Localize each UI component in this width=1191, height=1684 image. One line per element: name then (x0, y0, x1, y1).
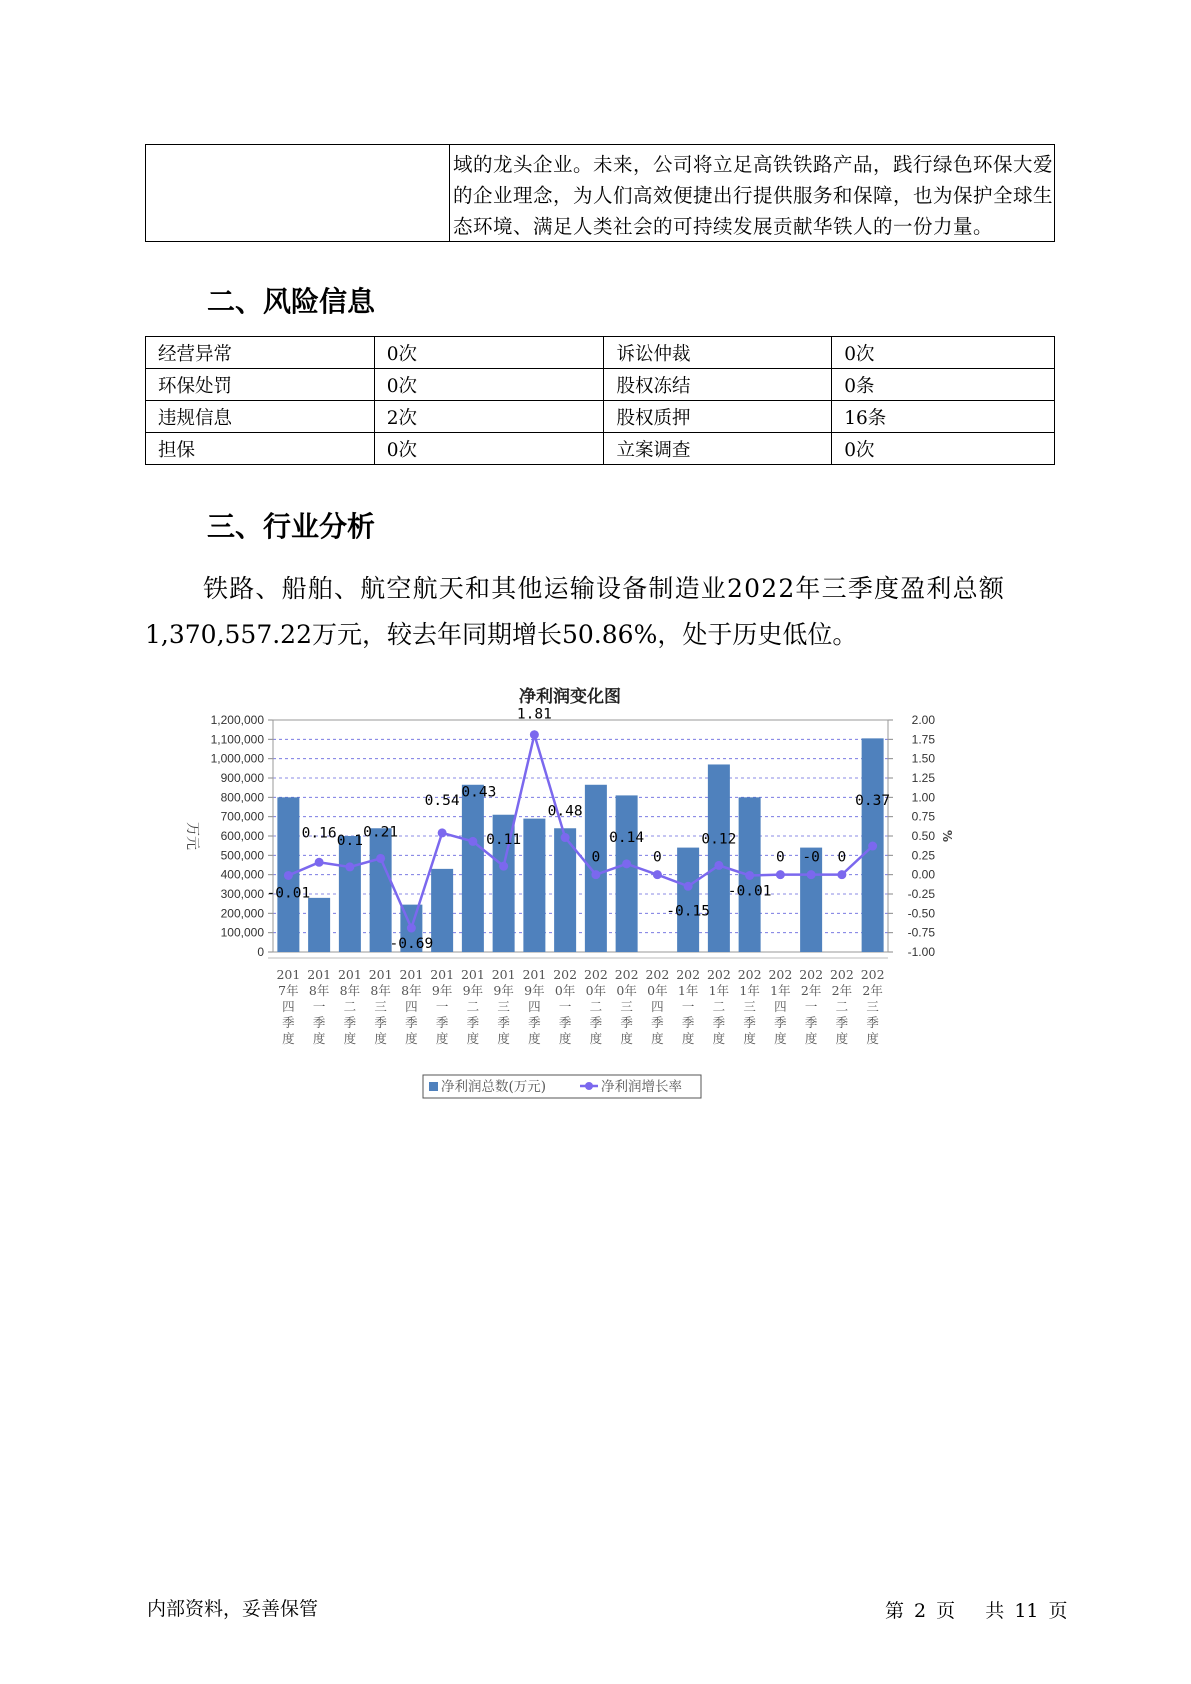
x-category-label: 季 (589, 1015, 603, 1030)
x-category-label: 度 (681, 1031, 695, 1046)
growth-point (438, 828, 447, 837)
industry-paragraph (145, 566, 1057, 658)
growth-data-label: 0.12 (701, 831, 737, 848)
y-axis-tick-label: 600,000 (220, 829, 264, 843)
chart-title: 净利润变化图 (519, 687, 621, 707)
risk-label: 经营异常 (146, 337, 375, 369)
growth-point (684, 882, 693, 891)
y2-axis-tick-label: 0.50 (911, 829, 935, 843)
growth-point (807, 870, 816, 879)
bar (431, 869, 453, 952)
intro-line: 的企业理念，为人们高效便捷出行提供服务和保障，也为保护全球生 (453, 184, 1054, 207)
growth-data-label: 0.54 (424, 792, 460, 809)
growth-point (714, 861, 723, 870)
growth-point (376, 854, 385, 863)
x-category-label: 二 (712, 999, 726, 1014)
growth-point (468, 837, 477, 846)
legend-line-marker (585, 1082, 593, 1090)
y2-axis-tick-label: 0.75 (911, 809, 935, 824)
x-category-label: 二 (589, 999, 603, 1014)
bar (339, 836, 361, 952)
x-category-label: 季 (528, 1015, 541, 1030)
x-category-label: 三 (743, 999, 756, 1014)
x-category-label: 度 (835, 1031, 849, 1046)
x-category-label: 三 (620, 999, 633, 1014)
risk-value: 0次 (374, 337, 604, 369)
x-category-label: 度 (528, 1031, 541, 1046)
x-category-label: 季 (558, 1015, 572, 1030)
x-category-label: 8年 (370, 983, 391, 998)
x-category-label: 四 (282, 999, 295, 1014)
x-category-label: 季 (374, 1015, 387, 1030)
risk-value: 0次 (832, 433, 1055, 465)
y-axis-tick-label: 0 (257, 945, 264, 959)
growth-point (284, 871, 293, 880)
x-category-label: 8年 (339, 983, 361, 998)
x-category-label: 季 (804, 1015, 818, 1030)
y2-axis-tick-label: -0.25 (907, 887, 935, 901)
x-category-label: 201 (307, 967, 332, 982)
growth-point (837, 870, 846, 879)
growth-data-label: 0.14 (609, 829, 645, 846)
x-category-label: 202 (799, 967, 824, 982)
x-category-label: 二 (835, 999, 849, 1014)
y2-axis-tick-label: 0.25 (911, 848, 935, 863)
x-category-label: 季 (774, 1015, 787, 1030)
x-category-label: 度 (651, 1031, 664, 1046)
x-category-label: 二 (343, 999, 357, 1014)
x-category-label: 一 (312, 999, 326, 1014)
industry-paragraph-line: 铁路、船舶、航空航天和其他运输设备制造业2022年三季度盈利总额 (203, 574, 1006, 603)
x-category-label: 季 (466, 1015, 480, 1030)
x-category-label: 季 (712, 1015, 726, 1030)
x-category-label: 度 (466, 1031, 480, 1046)
risk-table (145, 336, 1055, 465)
legend-bar-label: 净利润总数(万元) (441, 1079, 547, 1095)
growth-point (345, 862, 354, 871)
risk-heading: 二、风险信息 (207, 285, 376, 318)
growth-data-label: 0.37 (855, 793, 891, 810)
y-axis-tick-label: 200,000 (220, 906, 264, 921)
x-category-label: 7年 (278, 983, 299, 998)
y2-axis-tick-label: -1.00 (907, 945, 935, 959)
intro-table (145, 144, 1055, 242)
x-category-label: 8年 (401, 983, 422, 998)
bar (523, 819, 545, 952)
x-category-label: 9年 (493, 983, 514, 998)
x-category-label: 三 (866, 999, 879, 1014)
y2-axis-tick-label: 1.00 (911, 790, 935, 805)
bar (308, 898, 330, 952)
growth-point (776, 870, 785, 879)
x-category-label: 1年 (770, 983, 791, 998)
risk-label: 股权质押 (604, 401, 832, 433)
x-category-label: 1年 (739, 983, 760, 998)
x-category-label: 季 (866, 1015, 879, 1030)
x-category-label: 季 (343, 1015, 357, 1030)
intro-line: 态环境、满足人类社会的可持续发展贡献华铁人的一份力量。 (453, 215, 994, 238)
x-category-label: 度 (774, 1031, 787, 1046)
x-category-label: 201 (368, 967, 393, 982)
x-category-label: 202 (768, 967, 793, 982)
growth-data-label: 0.21 (363, 824, 399, 841)
bar (708, 764, 730, 952)
x-category-label: 度 (312, 1031, 326, 1046)
risk-label: 股权冻结 (604, 369, 832, 401)
growth-data-label: -0 (802, 849, 820, 866)
footer-page-number: 第 2 页 共 11 页 (885, 1600, 1068, 1622)
x-category-label: 9年 (462, 983, 484, 998)
x-category-label: 季 (835, 1015, 849, 1030)
net-profit-chart (170, 680, 1050, 1140)
x-category-label: 0年 (616, 983, 637, 998)
x-category-label: 季 (312, 1015, 326, 1030)
x-category-label: 2年 (800, 983, 822, 998)
growth-point (315, 858, 324, 867)
x-category-label: 202 (860, 967, 885, 982)
x-category-label: 201 (460, 967, 485, 982)
intro-table-empty-cell (146, 145, 450, 241)
bar (616, 795, 638, 952)
growth-point (622, 859, 631, 868)
x-category-label: 度 (712, 1031, 726, 1046)
bar (370, 828, 392, 952)
x-category-label: 度 (282, 1031, 295, 1046)
risk-value: 2次 (374, 401, 604, 433)
x-category-label: 9年 (524, 983, 545, 998)
x-category-label: 四 (774, 999, 787, 1014)
x-category-label: 季 (282, 1015, 295, 1030)
growth-data-label: -0.01 (727, 883, 772, 900)
x-category-label: 季 (651, 1015, 664, 1030)
intro-line: 域的龙头企业。未来，公司将立足高铁铁路产品，践行绿色环保大爱 (453, 153, 1054, 176)
x-category-label: 度 (435, 1031, 449, 1046)
x-category-label: 度 (558, 1031, 572, 1046)
x-category-label: 度 (374, 1031, 387, 1046)
x-category-label: 202 (706, 967, 731, 982)
y-axis-tick-label: 900,000 (220, 771, 264, 785)
x-category-label: 三 (374, 999, 387, 1014)
growth-data-label: 0.16 (301, 825, 337, 842)
x-category-label: 201 (399, 967, 424, 982)
risk-label: 立案调查 (604, 433, 832, 465)
growth-data-label: 0 (837, 849, 847, 866)
y-axis-tick-label: 300,000 (220, 887, 264, 901)
growth-data-label: 0 (776, 849, 785, 866)
risk-row (146, 369, 1055, 401)
y2-axis-tick-label: -0.75 (907, 925, 935, 940)
x-category-label: 201 (522, 967, 547, 982)
growth-point (745, 871, 754, 880)
x-category-label: 度 (620, 1031, 633, 1046)
x-category-label: 四 (651, 999, 664, 1014)
y2-axis-tick-label: 1.25 (911, 771, 935, 785)
industry-heading: 三、行业分析 (207, 510, 376, 543)
x-category-label: 一 (435, 999, 449, 1014)
growth-data-label: -0.15 (666, 903, 710, 920)
growth-point (407, 924, 416, 933)
x-category-label: 度 (497, 1031, 510, 1046)
y-axis-tick-label: 1,100,000 (210, 732, 264, 747)
bar (677, 848, 699, 952)
x-category-label: 9年 (431, 983, 453, 998)
risk-value: 0次 (374, 369, 604, 401)
x-category-label: 度 (743, 1031, 756, 1046)
x-category-label: 一 (681, 999, 695, 1014)
y2-axis-tick-label: 2.00 (911, 713, 935, 727)
growth-data-label: 0 (591, 849, 601, 866)
y-axis-tick-label: 1,200,000 (210, 713, 264, 727)
x-category-label: 季 (620, 1015, 633, 1030)
x-category-label: 0年 (554, 983, 576, 998)
risk-row (146, 433, 1055, 465)
y-axis-title: 万元 (184, 822, 200, 850)
x-category-label: 2年 (862, 983, 883, 998)
bar (462, 785, 484, 952)
x-category-label: 0年 (585, 983, 607, 998)
growth-data-label: 0.48 (547, 803, 583, 820)
x-category-label: 季 (405, 1015, 418, 1030)
y-axis-tick-label: 500,000 (220, 848, 264, 863)
risk-value: 16条 (832, 401, 1055, 433)
x-category-label: 四 (405, 999, 418, 1014)
growth-data-label: 0.1 (336, 832, 363, 849)
growth-point (561, 833, 570, 842)
y-axis-tick-label: 400,000 (220, 867, 264, 882)
x-category-label: 202 (737, 967, 762, 982)
y2-axis-tick-label: 1.75 (911, 732, 935, 747)
x-category-label: 季 (435, 1015, 449, 1030)
x-category-label: 一 (558, 999, 572, 1014)
risk-value: 0条 (832, 369, 1055, 401)
risk-label: 违规信息 (146, 401, 375, 433)
y-axis-tick-label: 100,000 (220, 925, 264, 940)
growth-data-label: 0.11 (486, 832, 522, 849)
growth-data-label: 0.43 (461, 784, 497, 801)
x-category-label: 三 (497, 999, 510, 1014)
bar (585, 785, 607, 952)
intro-table-text-cell (450, 145, 1054, 245)
risk-value: 0次 (374, 433, 604, 465)
x-category-label: 0年 (647, 983, 668, 998)
risk-label: 担保 (146, 433, 375, 465)
x-category-label: 季 (743, 1015, 756, 1030)
x-category-label: 二 (466, 999, 480, 1014)
y-axis-tick-label: 1,000,000 (210, 751, 264, 766)
growth-point (653, 870, 662, 879)
growth-data-label: 0 (653, 849, 662, 866)
risk-row (146, 337, 1055, 369)
x-category-label: 度 (405, 1031, 418, 1046)
x-category-label: 201 (276, 967, 301, 982)
x-category-label: 季 (681, 1015, 695, 1030)
x-category-label: 201 (337, 967, 362, 982)
x-category-label: 202 (829, 967, 854, 982)
x-category-label: 2年 (831, 983, 853, 998)
x-category-label: 度 (343, 1031, 357, 1046)
growth-point (530, 730, 539, 739)
y-axis-tick-label: 800,000 (220, 790, 264, 805)
x-category-label: 季 (497, 1015, 510, 1030)
x-category-label: 202 (583, 967, 608, 982)
industry-paragraph-line: 1,370,557.22万元，较去年同期增长50.86%，处于历史低位。 (145, 620, 858, 649)
y2-axis-title: % (940, 829, 954, 843)
growth-point (499, 862, 508, 871)
legend-line-label: 净利润增长率 (601, 1079, 682, 1095)
x-category-label: 202 (553, 967, 578, 982)
x-category-label: 8年 (308, 983, 330, 998)
growth-point (868, 842, 877, 851)
x-category-label: 四 (528, 999, 541, 1014)
x-category-label: 202 (645, 967, 670, 982)
risk-label: 诉讼仲裁 (604, 337, 832, 369)
growth-data-label: -0.01 (266, 885, 311, 902)
x-category-label: 1年 (677, 983, 699, 998)
x-category-label: 1年 (708, 983, 730, 998)
legend-bar-swatch (429, 1082, 438, 1091)
risk-value: 0次 (832, 337, 1055, 369)
x-category-label: 201 (430, 967, 455, 982)
growth-data-label: -0.69 (389, 936, 434, 953)
y2-axis-tick-label: 1.50 (911, 751, 935, 766)
risk-row (146, 401, 1055, 433)
x-category-label: 度 (589, 1031, 603, 1046)
y-axis-tick-label: 700,000 (220, 809, 264, 824)
growth-data-label: 1.81 (516, 706, 552, 723)
x-category-label: 度 (866, 1031, 879, 1046)
x-category-label: 202 (614, 967, 639, 982)
x-category-label: 一 (804, 999, 818, 1014)
y2-axis-tick-label: 0.00 (911, 867, 935, 882)
y2-axis-tick-label: -0.50 (907, 906, 935, 921)
footer-confidential: 内部资料，妥善保管 (147, 1598, 319, 1620)
risk-label: 环保处罚 (146, 369, 375, 401)
x-category-label: 201 (491, 967, 516, 982)
growth-point (591, 870, 600, 879)
x-category-label: 202 (676, 967, 701, 982)
x-category-label: 度 (804, 1031, 818, 1046)
